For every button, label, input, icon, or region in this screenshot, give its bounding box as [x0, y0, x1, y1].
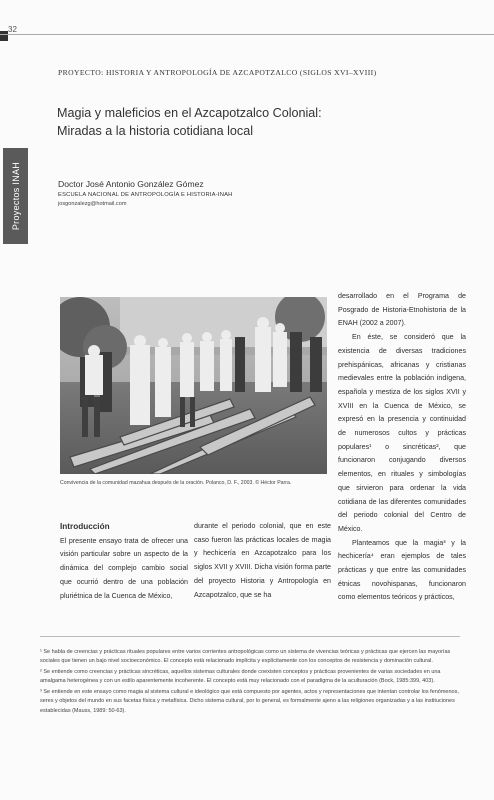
- page-number: 32: [8, 25, 17, 34]
- photo-illustration: [60, 297, 327, 474]
- side-tab-label: Proyectos INAH: [10, 161, 21, 231]
- author-email: josgonzalezg@hotmail.com: [58, 201, 127, 207]
- photo-caption: Convivencia de la comunidad mazahua después de la oración. Polanco, D. F., 2003. © Héctor Parra.: [60, 480, 292, 486]
- column-3: [338, 290, 466, 605]
- author-affiliation: ESCUELA NACIONAL DE ANTROPOLOGÍA E HISTORIA-INAH: [58, 192, 233, 198]
- column-1: [60, 520, 188, 603]
- footnote-1: ¹ Se habla de creencias y prácticas rituales populares entre varios corrientes antropológicas como un sistema de vivencias teóricas y prácticas que ejercen las mayorías sociales que tienen un bajo nivel socioeconómico. El concepto está relacionado implícita y explícitamente con los conceptos de resistencia y dominación cultural.: [40, 649, 451, 665]
- column-2: [194, 520, 331, 602]
- footnotes: [40, 648, 466, 718]
- top-rule: [0, 34, 494, 35]
- title-line-1: Magia y maleficios en el Azcapotzalco Colonial:: [57, 106, 322, 120]
- column-3-paragraph-3: Planteamos que la magia³ y la hechicería⁴ eran ejemplos de tales prácticas y que entre las comunidades étnicas novohispanas, funcionaron como elementos teóricos y prácticos,: [338, 538, 466, 602]
- footnote-rule: [40, 636, 460, 637]
- article-title: [57, 104, 387, 140]
- page-corner-mark: [0, 31, 8, 41]
- footnote-2: ² Se entiende como creencias y prácticas sincréticas, aquellos sistemas culturales donde coexisten conceptos y prácticas provenientes de varias sociedades en una amalgama heterogénea y con un estilo aparentemente incoherente. El concepto está muy relacionado con el paradigma de la aculturación (Bock, 1985:399, 403).: [40, 669, 441, 685]
- article-photo: [60, 297, 327, 474]
- running-header: PROYECTO: HISTORIA Y ANTROPOLOGÍA DE AZCAPOTZALCO (SIGLOS XVI–XVIII): [58, 68, 377, 77]
- title-line-2: Miradas a la historia cotidiana local: [57, 124, 254, 138]
- column-3-paragraph-1: desarrollado en el Programa de Posgrado de Historia-Etnohistoria de la ENAH (2002 a 2007).: [338, 292, 466, 328]
- footnote-3: ³ Se entiende en este ensayo como magia al sistema cultural e ideológico que está compuesto por agentes, actos y representaciones que intentan controlar los fenómenos, seres y objetos del mundo en sus facetas física y metafísica. Dicho sistema cultural, por lo general, es formalmente ajeno a las religiones organizadas y a las instituciones establecidas (Mauss, 1989: 50-63).: [40, 689, 459, 714]
- section-heading: Introducción: [60, 522, 110, 531]
- column-1-text: El presente ensayo trata de ofrecer una visión particular sobre un aspecto de la dinámica del complejo cambio social que ocurrió dentro de una población pluriétnica de la Cuenca de México,: [60, 536, 188, 600]
- column-2-text: durante el periodo colonial, que en este caso fueron las prácticas locales de magia y hechicería en Azcapotzalco para los siglos XVII y XVIII. Dicha visión forma parte del proyecto Historia y Antropología en Azcapotzalco, que se ha: [194, 522, 331, 599]
- author-name: Doctor José Antonio González Gómez: [58, 179, 204, 189]
- side-tab: [3, 148, 28, 244]
- column-3-paragraph-2: En éste, se consideró que la existencia de diversas tradiciones prehispánicas, africanas y cristianas medievales entre la población indígena, española y mestiza de los siglos XVII y XVIII en la Cuenca de México, se expresó en la presencia y continuidad de numerosos cultos y prácticas populares¹ o sincréticas², que funcionaron conjugando diversos elementos, en rituales y simbologías que sirvieron para ordenar la vida cotidiana de las diferentes comunidades del periodo colonial del Centro de México.: [338, 333, 466, 533]
